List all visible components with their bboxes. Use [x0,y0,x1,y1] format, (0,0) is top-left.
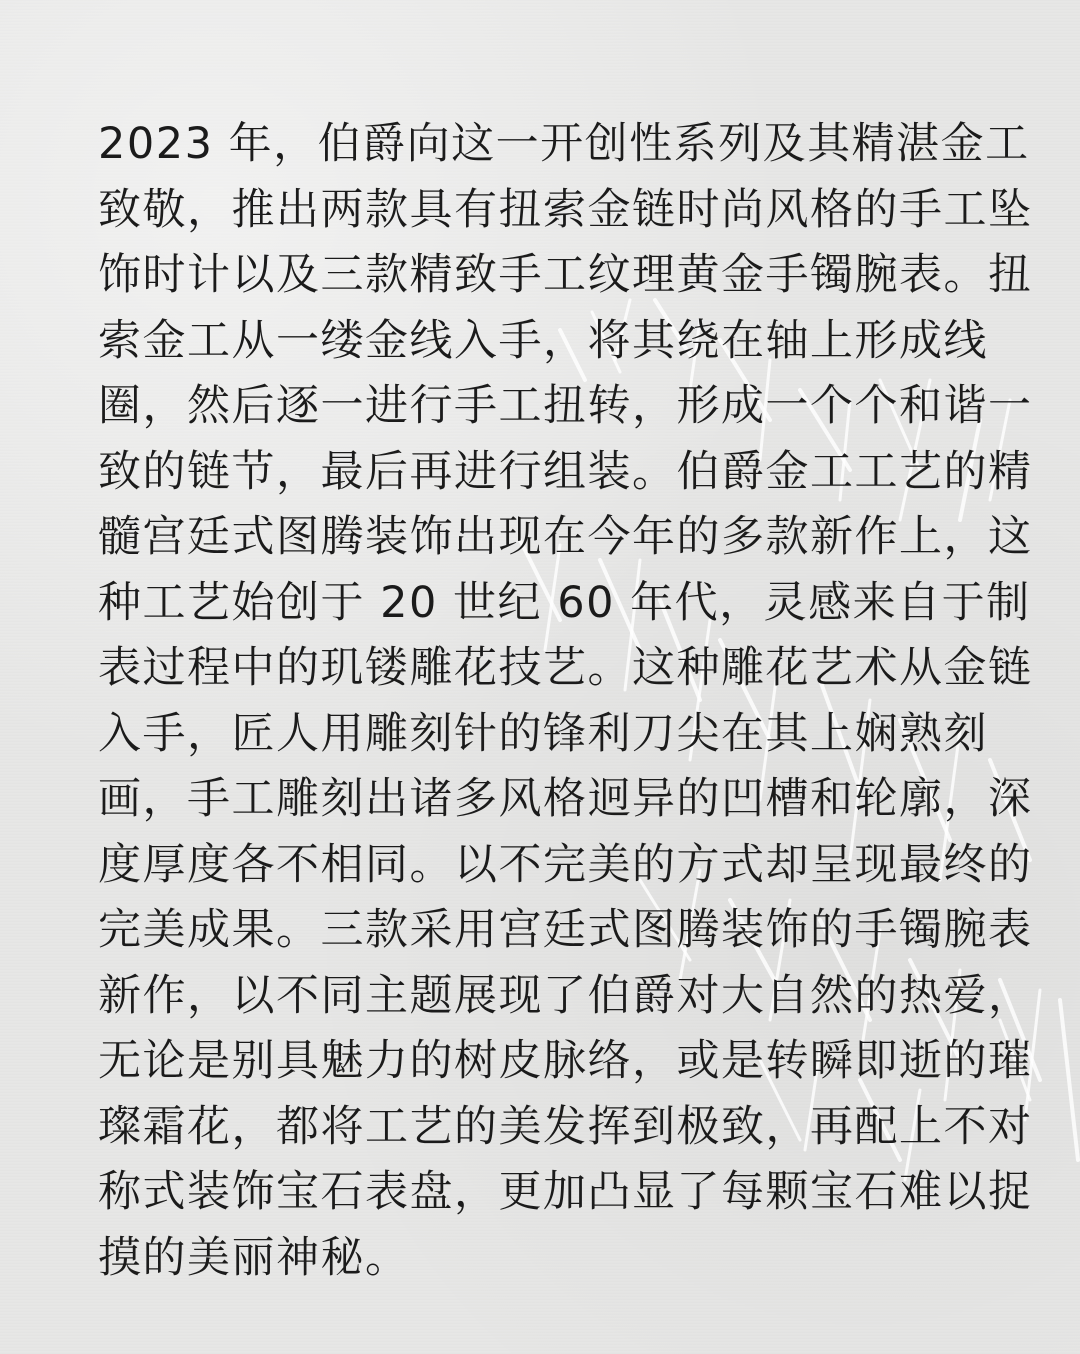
text-line-4: 索金工从一缕金线入手，将其绕在轴上形成线 [98,315,988,366]
text-line-16: 璨霜花，都将工艺的美发挥到极致，再配上不对 [98,1101,1033,1152]
text-line-5: 圈，然后逐一进行手工扭转，形成一个个和谐一 [98,381,1033,431]
text-line-11: 画，手工雕刻出诸多风格迥异的凹槽和轮廓，深 [98,774,1033,824]
text-line-8: 种工艺始创于 20 世纪 60 年代，灵感来自于制 [98,577,1031,628]
text-line-6: 致的链节，最后再进行组装。伯爵金工工艺的精 [98,446,1033,497]
article-paragraph [98,112,1033,1291]
text-line-10: 入手，匠人用雕刻针的锋利刀尖在其上娴熟刻 [98,708,988,759]
text-line-14: 新作，以不同主题展现了伯爵对大自然的热爱， [98,970,1033,1021]
text-line-2: 致敬，推出两款具有扭索金链时尚风格的手工坠 [98,184,1033,235]
text-line-7: 髓宫廷式图腾装饰出现在今年的多款新作上，这 [98,512,1033,562]
text-line-18: 摸的美丽神秘。 [98,1232,410,1283]
text-line-9: 表过程中的玑镂雕花技艺。这种雕花艺术从金链 [98,643,1033,693]
text-line-12: 度厚度各不相同。以不完美的方式却呈现最终的 [98,839,1033,890]
text-line-1: 2023 年，伯爵向这一开创性系列及其精湛金工 [98,119,1030,169]
text-line-3: 饰时计以及三款精致手工纹理黄金手镯腕表。扭 [98,250,1033,300]
text-line-15: 无论是别具魅力的树皮脉络，或是转瞬即逝的璀 [98,1036,1033,1086]
text-line-17: 称式装饰宝石表盘，更加凸显了每颗宝石难以捉 [98,1167,1033,1217]
text-line-13: 完美成果。三款采用宫廷式图腾装饰的手镯腕表 [98,905,1033,955]
